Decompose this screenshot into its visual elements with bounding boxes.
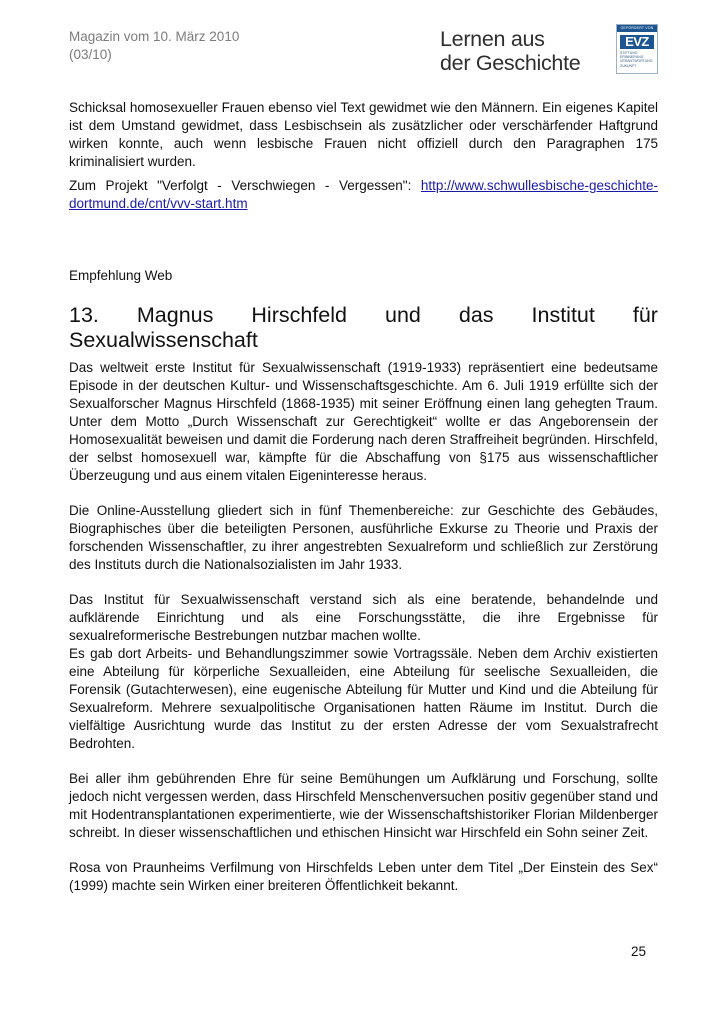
heading-word: Magnus <box>136 303 214 327</box>
lernen-aus-der-geschichte-logo <box>440 27 580 75</box>
section-label: Empfehlung Web <box>69 268 173 283</box>
evz-tagline <box>617 49 657 68</box>
heading-word: 13. <box>69 303 99 327</box>
heading-word: Hirschfeld <box>251 303 347 327</box>
body-paragraph-1: Das weltweit erste Institut für Sexualwissenschaft (1919-1933) repräsentiert eine bedeutsame Episode in der deutschen Kultur- und Wissenschaftsgeschichte. Am 6. Juli 1919 erfüllte sich der Sexualforscher Magnus Hirschfeld (1868-1935) mit seiner Eröffnung einen lang gehegten Traum. Unter dem Motto „Durch Wissenschaft zur Gerechtigkeit“ wollte er das Angeborensein der Homosexualität beweisen und damit die Forderung nach deren Straffreiheit begründen. Hirschfeld, der selbst homosexuell war, kämpfte für die Abschaffung von §175 aus wissenschaftlicher Überzeugung und aus einem vitalen Eigeninteresse heraus. <box>69 360 658 483</box>
heading-word: das <box>458 303 494 327</box>
heading-word: für <box>632 303 658 327</box>
body-paragraph-4: Es gab dort Arbeits- und Behandlungszimmer sowie Vortragssäle. Neben dem Archiv existierten eine Abteilung für körperliche Sexualleiden, eine Abteilung für seelische Sexualleiden, die Forensik (Gutachterwesen), eine eugenische Abteilung für Mutter und Kind und die Abteilung für Sexualreform. Mehrere sexualpolitische Organisationen hatten Räume im Institut. Durch die vielfältige Ausrichtung wurde das Institut zu der ersten Adresse der vom Sexualstrafrecht Bedrohten. <box>69 646 658 751</box>
project-link[interactable]: http://www.schwullesbische-geschichte-dortmund.de/cnt/vvv-start.htm <box>69 178 658 211</box>
evz-foundation-logo <box>616 24 658 74</box>
evz-tagline-1: STIFTUNG <box>620 51 638 55</box>
body-paragraph-6: Rosa von Praunheims Verfilmung von Hirschfelds Leben unter dem Titel „Der Einstein des Sex“ (1999) machte sein Wirken einer breiteren Öffentlichkeit bekannt. <box>69 860 658 893</box>
heading-line-2: Sexualwissenschaft <box>69 328 258 352</box>
main-content <box>69 99 658 895</box>
magazine-issue: (03/10) <box>69 47 112 62</box>
body-paragraph-3: Das Institut für Sexualwissenschaft verstand sich als eine beratende, behandelnde und aufklärende Einrichtung und als eine Forschungsstätte, die ihre Ergebnisse für sexualreformerische Bestrebungen nutzbar machen wollte. <box>69 592 658 643</box>
evz-tagline-3: VERANTWORTUNG <box>620 59 653 64</box>
evz-mark: EVZ <box>620 35 654 49</box>
project-text: Zum Projekt "Verfolgt - Verschwiegen - Vergessen": <box>69 178 421 193</box>
magazine-date: Magazin vom 10. März 2010 <box>69 29 240 44</box>
magazine-meta <box>69 28 239 64</box>
body-paragraph-5: Bei aller ihm gebührenden Ehre für seine Bemühungen um Aufklärung und Forschung, sollte jedoch nicht vergessen werden, dass Hirschfeld Menschenversuchen positiv gegenüber stand und mit Hodentransplantationen experimentierte, wie der Wissenschaftshistoriker Florian Mildenberger schreibt. In dieser wissenschaftlichen und ethischen Hinsicht war Hirschfeld ein Sohn seiner Zeit. <box>69 771 658 840</box>
section-heading <box>69 303 658 353</box>
body-paragraph-2: Die Online-Ausstellung gliedert sich in fünf Themenbereiche: zur Geschichte des Gebäudes, Biographisches über die beteiligten Personen, ausführliche Exkurse zu Theorie und Praxis der forschenden Wissenschaftler, zu ihrer angestrebten Sexualreform und schließlich zur Zerstörung des Instituts durch die Nationalsozialisten im Jahr 1933. <box>69 503 658 572</box>
evz-sponsor-label: GEFÖRDERT VON <box>617 25 657 32</box>
evz-tagline-2: ERINNERUNG <box>620 55 644 60</box>
logo-line-1: Lernen aus <box>440 27 545 51</box>
evz-tagline-4: ZUKUNFT <box>620 63 637 68</box>
project-paragraph <box>69 177 658 213</box>
heading-word: Institut <box>531 303 595 327</box>
page-number: 25 <box>631 944 647 959</box>
heading-line-1 <box>69 303 658 328</box>
heading-word: und <box>384 303 421 327</box>
intro-paragraph: Schicksal homosexueller Frauen ebenso viel Text gewidmet wie den Männern. Ein eigenes Kapitel ist dem Umstand gewidmet, dass Lesbischsein als zusätzlicher oder verschärfender Haftgrund wirken konnte, auch wenn lesbische Frauen nicht offiziell durch den Paragraphen 175 kriminalisiert wurden. <box>69 100 658 169</box>
logo-line-2: der Geschichte <box>440 51 581 75</box>
